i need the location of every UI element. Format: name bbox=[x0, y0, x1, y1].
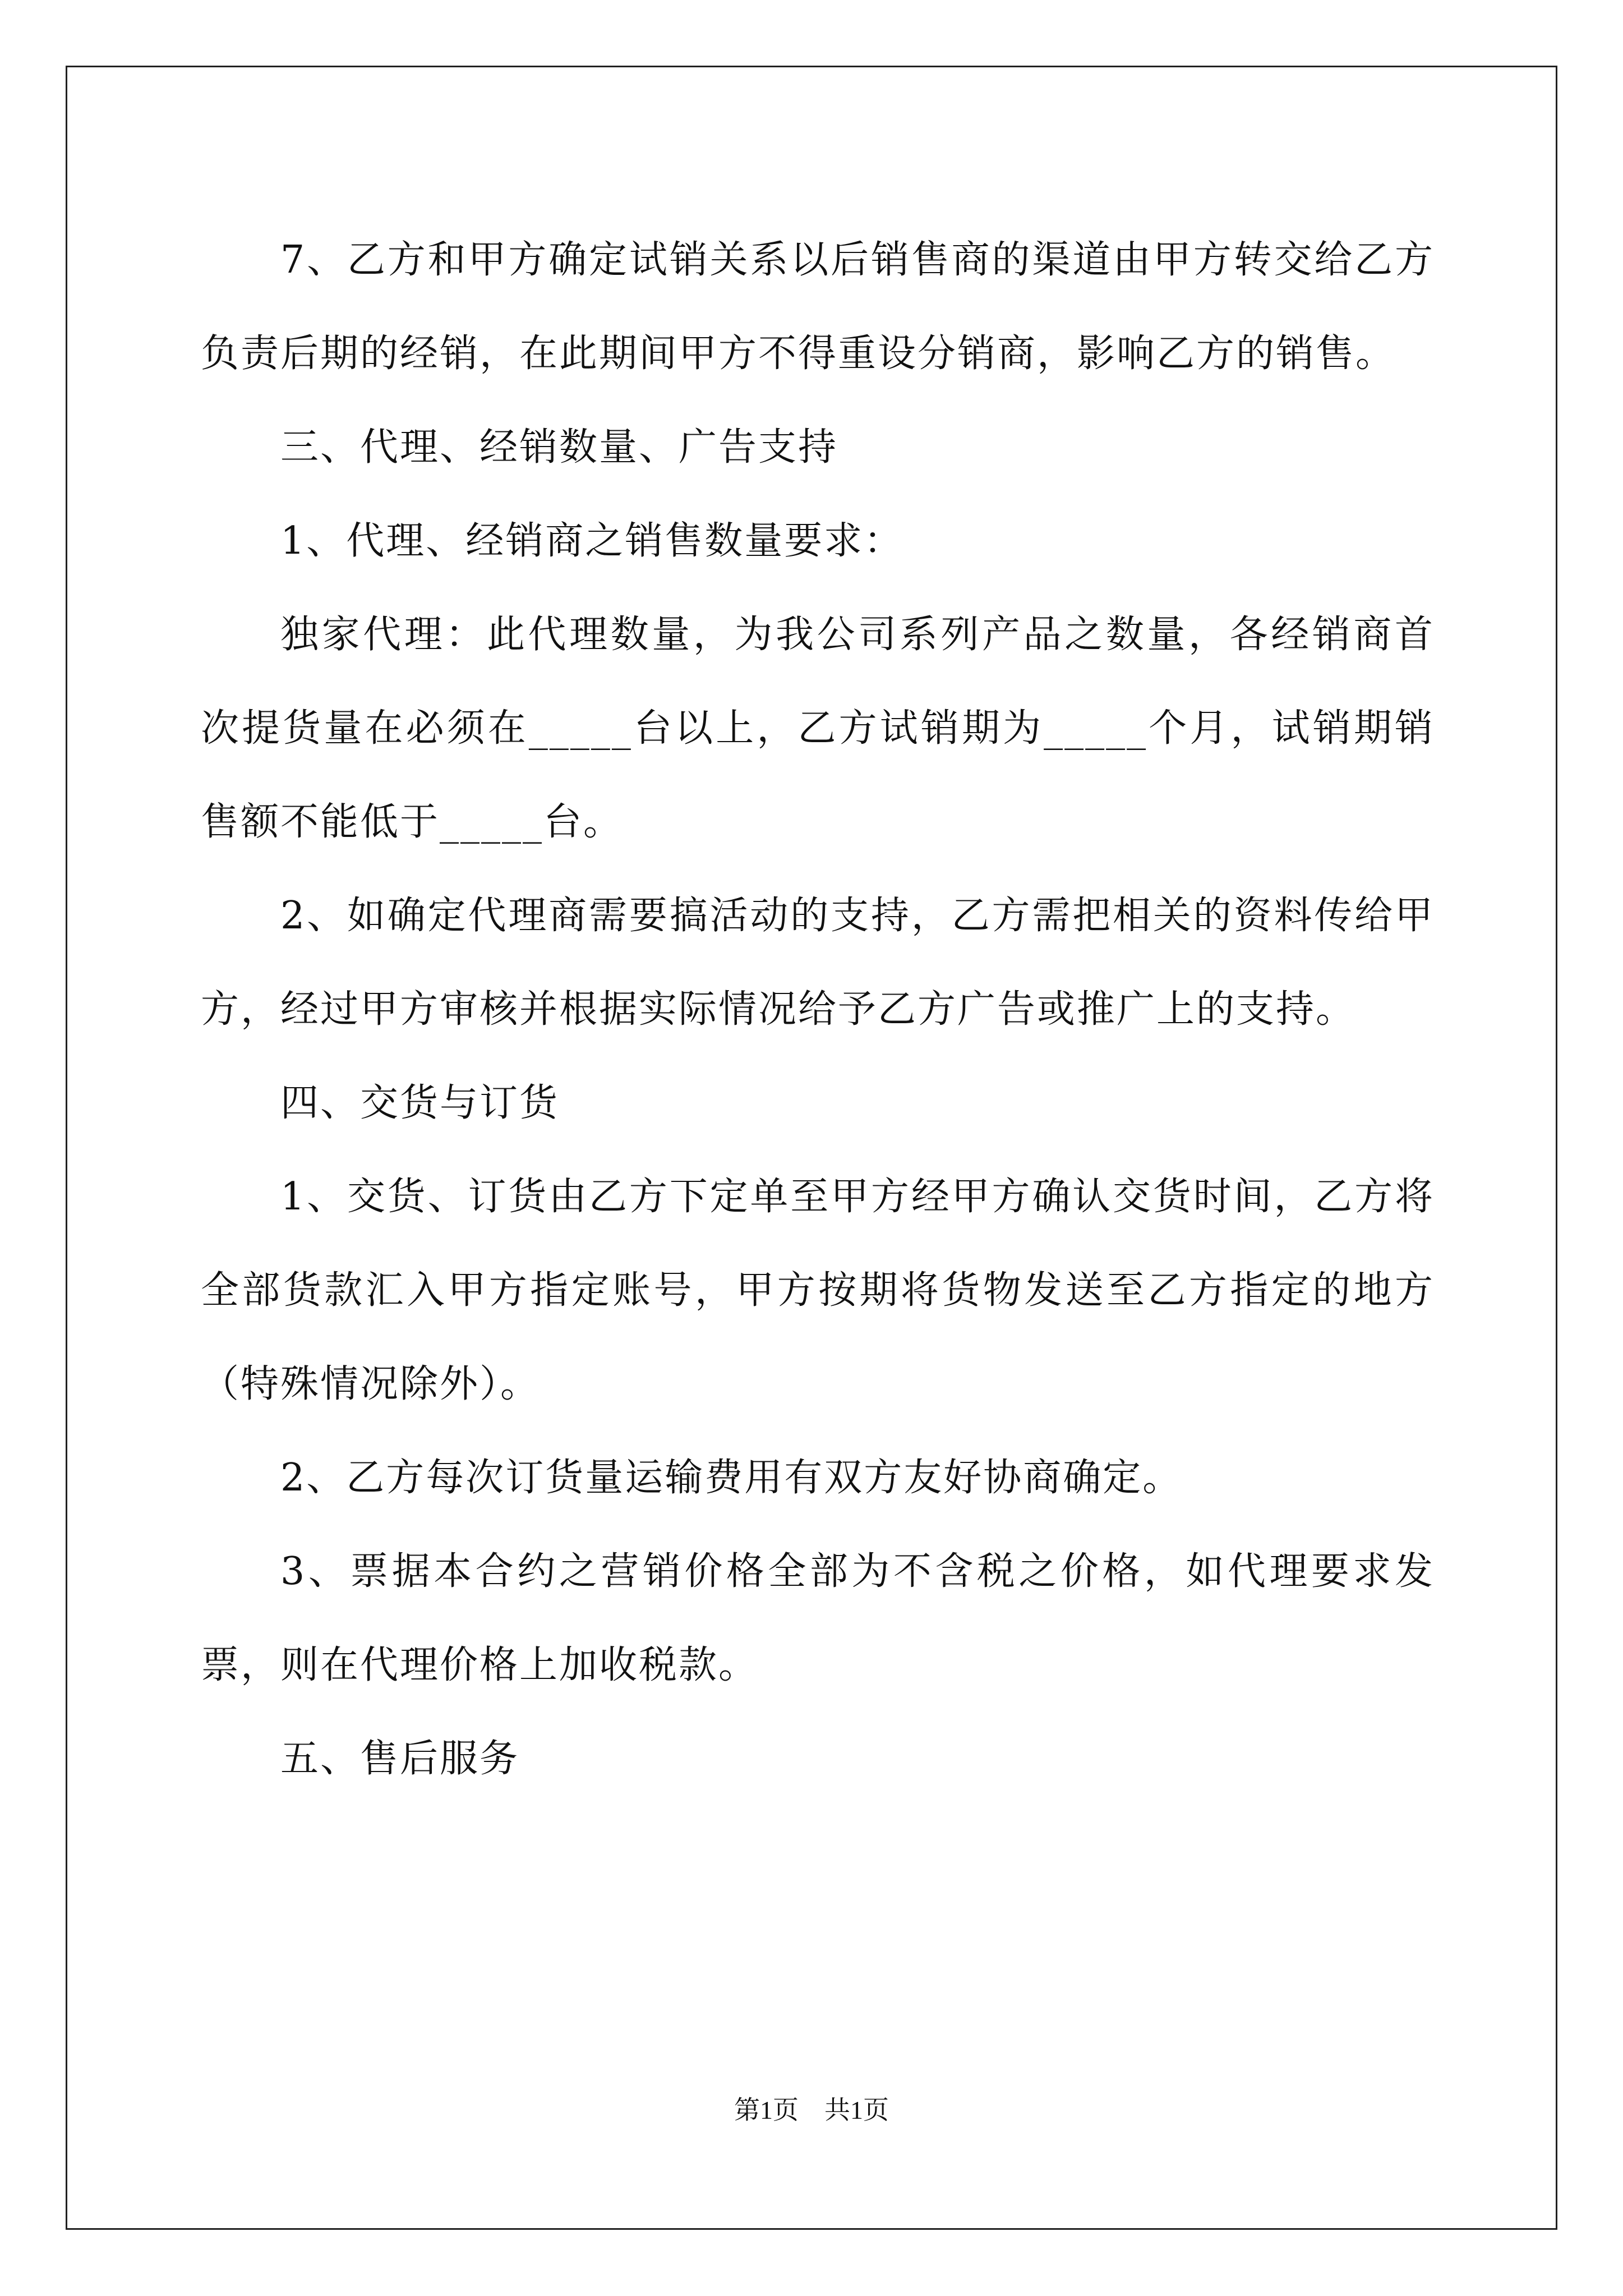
paragraph-promotion-support: 2、如确定代理商需要搞活动的支持，乙方需把相关的资料传给甲方，经过甲方审核并根据实际情况给予乙方广告或推广上的支持。 bbox=[201, 894, 1435, 1032]
section-heading-4: 四、交货与订货 bbox=[280, 1081, 560, 1125]
paragraph-exclusive-agent: 独家代理：此代理数量，为我公司系列产品之数量，各经销商首次提货量在必须在_____台以上，乙方试销期为_____个月，试销期销售额不能低于_____台。 bbox=[201, 613, 1435, 844]
paragraph-delivery-ordering: 1、交货、订货由乙方下定单至甲方经甲方确认交货时间，乙方将全部货款汇入甲方指定账号，甲方按期将货物发送至乙方指定的地方（特殊情况除外）。 bbox=[201, 1175, 1435, 1406]
paragraph-sales-quantity: 1、代理、经销商之销售数量要求： bbox=[280, 519, 904, 563]
section-heading-3: 三、代理、经销数量、广告支持 bbox=[280, 425, 838, 470]
page-number-footer: 第1页 共1页 bbox=[734, 2096, 889, 2124]
paragraph-clause-7: 7、乙方和甲方确定试销关系以后销售商的渠道由甲方转交给乙方负责后期的经销，在此期间甲方不得重设分销商，影响乙方的销售。 bbox=[201, 238, 1435, 376]
section-heading-5: 五、售后服务 bbox=[280, 1737, 520, 1781]
paragraph-shipping-cost: 2、乙方每次订货量运输费用有双方友好协商确定。 bbox=[280, 1456, 1183, 1500]
paragraph-invoice-tax: 3、票据本合约之营销价格全部为不含税之价格，如代理要求发票，则在代理价格上加收税款。 bbox=[201, 1549, 1435, 1687]
document-body bbox=[201, 213, 1435, 1806]
